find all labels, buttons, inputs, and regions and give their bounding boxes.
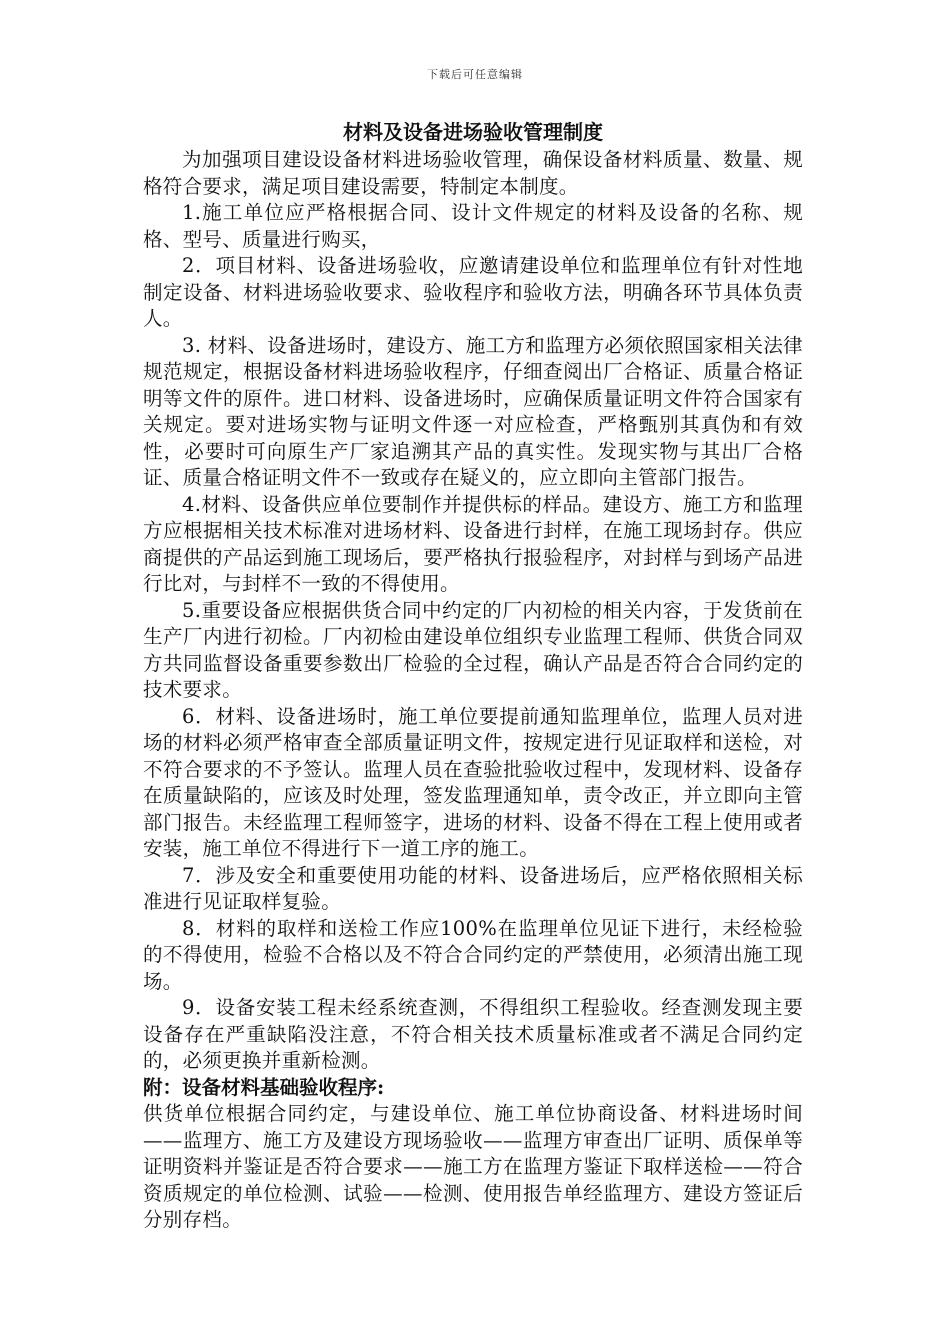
clause-1: 1.施工单位应严格根据合同、设计文件规定的材料及设备的名称、规格、型号、质量进行购买，	[143, 201, 803, 251]
clause-4: 4.材料、设备供应单位要制作并提供标的样品。建设方、施工方和监理方应根据相关技术标准对进场材料、设备进行封样，在施工现场封存。供应商提供的产品运到施工现场后，要严格执行报验程序，对封样与到场产品进行比对，与封样不一致的不得使用。	[143, 492, 803, 595]
clause-9: 9．设备安装工程未经系统查测，不得组织工程验收。经查测发现主要设备存在严重缺陷没注意，不符合相关技术质量标准或者不满足合同约定的，必须更换并重新检测。	[143, 996, 803, 1072]
intro-paragraph: 为加强项目建设设备材料进场验收管理，确保设备材料质量、数量、规格符合要求，满足项目建设需要，特制定本制度。	[143, 148, 803, 198]
document-title: 材料及设备进场验收管理制度	[343, 120, 603, 144]
clause-2: 2．项目材料、设备进场验收，应邀请建设单位和监理单位有针对性地制定设备、材料进场验收要求、验收程序和验收方法，明确各环节具体负责人。	[143, 254, 803, 330]
clause-7: 7．涉及安全和重要使用功能的材料、设备进场后，应严格依照相关标准进行见证取样复验。	[143, 863, 803, 913]
appendix-heading: 附：设备材料基础验收程序:	[143, 1075, 385, 1099]
header-note: 下载后可任意编辑	[427, 68, 523, 81]
clause-3: 3. 材料、设备进场时，建设方、施工方和监理方必须依照国家相关法律规范规定，根据设备材料进场验收程序，仔细查阅出厂合格证、质量合格证明等文件的原件。进口材料、设备进场时，应确保质量证明文件符合国家有关规定。要对进场实物与证明文件逐一对应检查，严格甄别其真伪和有效性，必要时可向原生产厂家追溯其产品的真实性。发现实物与其出厂合格证、质量合格证明文件不一致或存在疑义的，应立即向主管部门报告。	[143, 333, 803, 489]
clause-5: 5.重要设备应根据供货合同中约定的厂内初检的相关内容，于发货前在生产厂内进行初检。厂内初检由建设单位组织专业监理工程师、供货合同双方共同监督设备重要参数出厂检验的全过程，确认产品是否符合合同约定的技术要求。	[143, 598, 803, 701]
clause-8: 8．材料的取样和送检工作应100%在监理单位见证下进行，未经检验的不得使用，检验不合格以及不符合合同约定的严禁使用，必须清出施工现场。	[143, 916, 803, 993]
appendix-text: 供货单位根据合同约定，与建设单位、施工单位协商设备、材料进场时间——监理方、施工方及建设方现场验收——监理方审查出厂证明、质保单等证明资料并鉴证是否符合要求——施工方在监理方鉴证下取样送检——符合资质规定的单位检测、试验——检测、使用报告单经监理方、建设方签证后分别存档。	[143, 1102, 803, 1231]
document-body	[143, 118, 803, 1234]
clause-6: 6．材料、设备进场时，施工单位要提前通知监理单位，监理人员对进场的材料必须严格审查全部质量证明文件，按规定进行见证取样和送检，对不符合要求的不予签认。监理人员在查验批验收过程中，发现材料、设备存在质量缺陷的，应该及时处理，签发监理通知单，责令改正，并立即向主管部门报告。未经监理工程师签字，进场的材料、设备不得在工程上使用或者安装，施工单位不得进行下一道工序的施工。	[143, 704, 803, 860]
